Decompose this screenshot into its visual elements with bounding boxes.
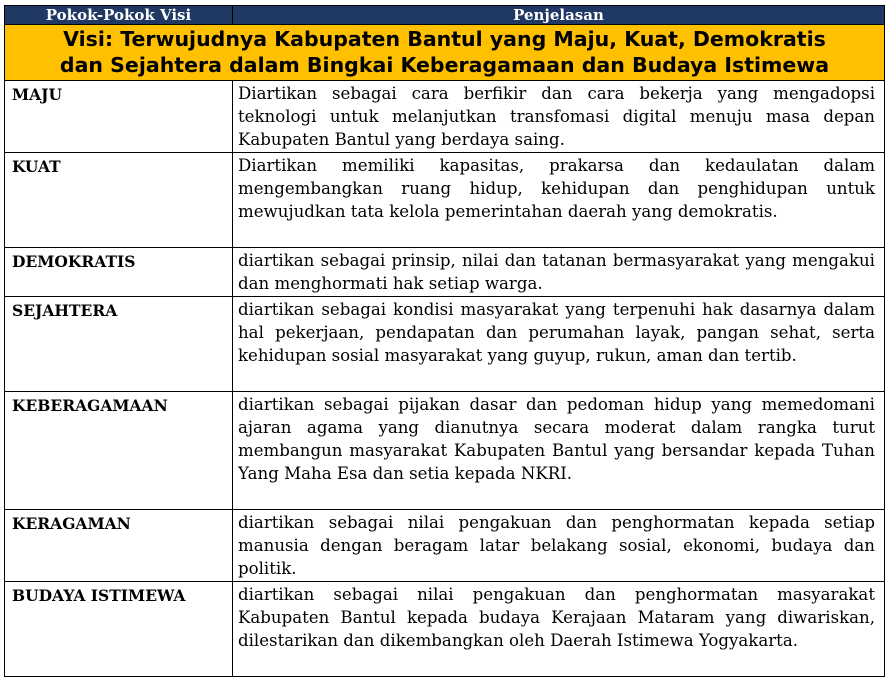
desc-keragaman: diartikan sebagai nilai pengakuan dan penghormatan kepada setiap manusia dengan beragam latar belakang sosial, ekonomi, budaya dan politik. (233, 510, 885, 582)
term-keberagamaan: KEBERAGAMAAN (5, 392, 233, 510)
vision-statement-row (5, 25, 885, 81)
table-row (5, 582, 885, 677)
table-header-row (5, 6, 885, 25)
desc-maju: Diartikan sebagai cara berfikir dan cara bekerja yang mengadopsi teknologi untuk melanjutkan transfomasi digital menuju masa depan Kabupaten Bantul yang berdaya saing. (233, 81, 885, 153)
vision-line-1: Visi: Terwujudnya Kabupaten Bantul yang Maju, Kuat, Demokratis (63, 27, 826, 51)
table-row (5, 248, 885, 297)
term-sejahtera: SEJAHTERA (5, 297, 233, 392)
desc-demokratis: diartikan sebagai prinsip, nilai dan tatanan bermasyarakat yang mengakui dan menghormati hak setiap warga. (233, 248, 885, 297)
header-penjelasan: Penjelasan (233, 6, 885, 25)
table-row (5, 81, 885, 153)
term-maju: MAJU (5, 81, 233, 153)
desc-budaya-istimewa: diartikan sebagai nilai pengakuan dan penghormatan masyarakat Kabupaten Bantul kepada budaya Kerajaan Mataram yang diwariskan, dilestarikan dan dikembangkan oleh Daerah Istimewa Yogyakarta. (233, 582, 885, 677)
desc-keberagamaan: diartikan sebagai pijakan dasar dan pedoman hidup yang memedomani ajaran agama yang dianutnya secara moderat dalam rangka turut membangun masyarakat Kabupaten Bantul yang bersandar kepada Tuhan Yang Maha Esa dan setia kepada NKRI. (233, 392, 885, 510)
header-pokok-visi: Pokok-Pokok Visi (5, 6, 233, 25)
vision-line-2: dan Sejahtera dalam Bingkai Keberagamaan dan Budaya Istimewa (59, 53, 830, 77)
term-budaya-istimewa: BUDAYA ISTIMEWA (5, 582, 233, 677)
table-row (5, 392, 885, 510)
desc-kuat: Diartikan memiliki kapasitas, prakarsa dan kedaulatan dalam mengembangkan ruang hidup, kehidupan dan penghidupan untuk mewujudkan tata kelola pemerintahan daerah yang demokratis. (233, 153, 885, 248)
term-keragaman: KERAGAMAN (5, 510, 233, 582)
term-kuat: KUAT (5, 153, 233, 248)
vision-table (4, 5, 885, 677)
table-row (5, 153, 885, 248)
table-row (5, 510, 885, 582)
term-demokratis: DEMOKRATIS (5, 248, 233, 297)
table-row (5, 297, 885, 392)
vision-statement (5, 25, 885, 81)
desc-sejahtera: diartikan sebagai kondisi masyarakat yang terpenuhi hak dasarnya dalam hal pekerjaan, pendapatan dan perumahan layak, pangan sehat, serta kehidupan sosial masyarakat yang guyup, rukun, aman dan tertib. (233, 297, 885, 392)
